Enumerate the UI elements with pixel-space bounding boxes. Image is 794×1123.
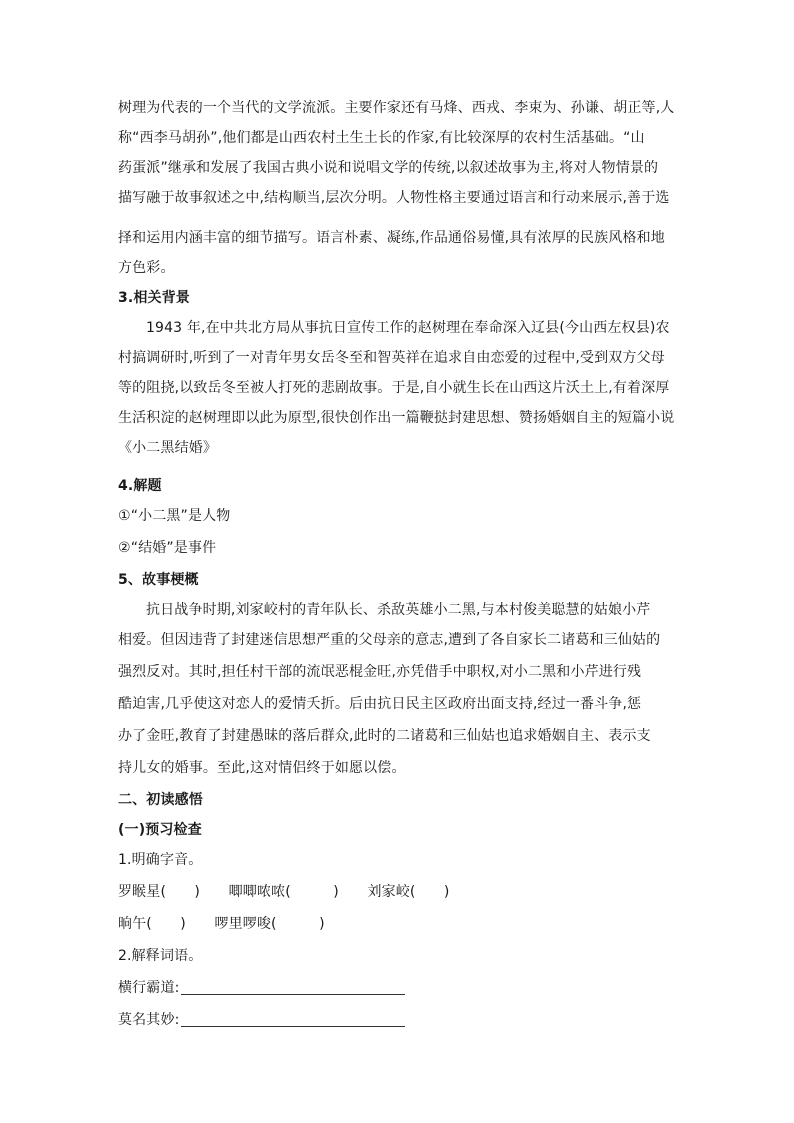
paragraph-line: 抗日战争时期,刘家峧村的青年队长、杀敌英雄小二黑,与本村俊美聪慧的姑娘小芹: [146, 602, 651, 618]
term-row: [118, 978, 678, 998]
pinyin-item: 晌午( ): [118, 916, 186, 932]
pinyin-item: 刘家峧( ): [367, 884, 450, 900]
paragraph-line: 等的阻挠,以致岳冬至被人打死的悲剧故事。于是,自小就生长在山西这片沃土上,有着深厚: [118, 380, 670, 396]
list-item: ①“小二黑”是人物: [118, 508, 231, 524]
paragraph-line: 树理为代表的一个当代的文学流派。主要作家还有马烽、西戎、李束为、孙谦、胡正等,人: [118, 100, 675, 116]
paragraph-line: 生活积淀的赵树理即以此为原型,很快创作出一篇鞭挞封建思想、赞扬婚姻自主的短篇小说: [118, 410, 675, 426]
answer-blank[interactable]: [181, 980, 405, 995]
term-label: 莫名其妙:: [118, 1012, 180, 1028]
paragraph-line: 《小二黑结婚》: [118, 440, 218, 456]
sub-heading: (一)预习检查: [118, 822, 202, 838]
paragraph-line: 药蛋派”继承和发展了我国古典小说和说唱文学的传统,以叙述故事为主,将对人物情景的: [118, 160, 659, 176]
question-terms: 2.解释词语。: [118, 948, 203, 964]
section-heading-title: 4.解题: [118, 478, 162, 494]
paragraph-line: 择和运用内涵丰富的细节描写。语言朴素、凝练,作品通俗易懂,具有浓厚的民族风格和地: [118, 230, 665, 246]
list-item: ②“结婚”是事件: [118, 540, 217, 556]
paragraph-line: 称“西李马胡孙”,他们都是山西农村土生土长的作家,有比较深厚的农村生活基础。“山: [118, 130, 645, 146]
question-pronunciation: 1.明确字音。: [118, 852, 203, 868]
section-heading-summary: 5、故事梗概: [118, 572, 199, 588]
term-label: 横行霸道:: [118, 980, 180, 996]
paragraph-line: 相爱。但因违背了封建迷信思想严重的父母亲的意志,遭到了各自家长二诸葛和三仙姑的: [118, 632, 661, 648]
paragraph-line: 描写融于故事叙述之中,结构顺当,层次分明。人物性格主要通过语言和行动来展示,善于选: [118, 190, 670, 206]
pinyin-item: 啰里啰唆( ): [214, 916, 325, 932]
pinyin-row: [118, 882, 678, 902]
paragraph-line: 酷迫害,几乎使这对恋人的爱情夭折。后由抗日民主区政府出面支持,经过一番斗争,惩: [118, 696, 642, 712]
paragraph-line: 村搞调研时,听到了一对青年男女岳冬至和智英祥在追求自由恋爱的过程中,受到双方父母: [118, 350, 665, 366]
paragraph-line: 办了金旺,教育了封建愚昧的落后群众,此时的二诸葛和三仙姑也追求婚姻自主、表示支: [118, 728, 651, 744]
paragraph-line: 持儿女的婚事。至此,这对情侣终于如愿以偿。: [118, 760, 406, 776]
paragraph-line: 1943 年,在中共北方局从事抗日宣传工作的赵树理在奉命深入辽县(今山西左权县)农: [146, 320, 670, 336]
paragraph-line: 强烈反对。其时,担任村干部的流氓恶棍金旺,亦凭借手中职权,对小二黑和小芹进行残: [118, 664, 642, 680]
part-heading: 二、初读感悟: [118, 792, 203, 808]
term-row: [118, 1010, 678, 1030]
pinyin-row: [118, 914, 678, 934]
pinyin-item: 唧唧哝哝( ): [228, 884, 339, 900]
pinyin-item: 罗睺星( ): [118, 884, 200, 900]
section-heading-background: 3.相关背景: [118, 290, 190, 306]
paragraph-line: 方色彩。: [118, 260, 175, 276]
answer-blank[interactable]: [181, 1012, 405, 1027]
